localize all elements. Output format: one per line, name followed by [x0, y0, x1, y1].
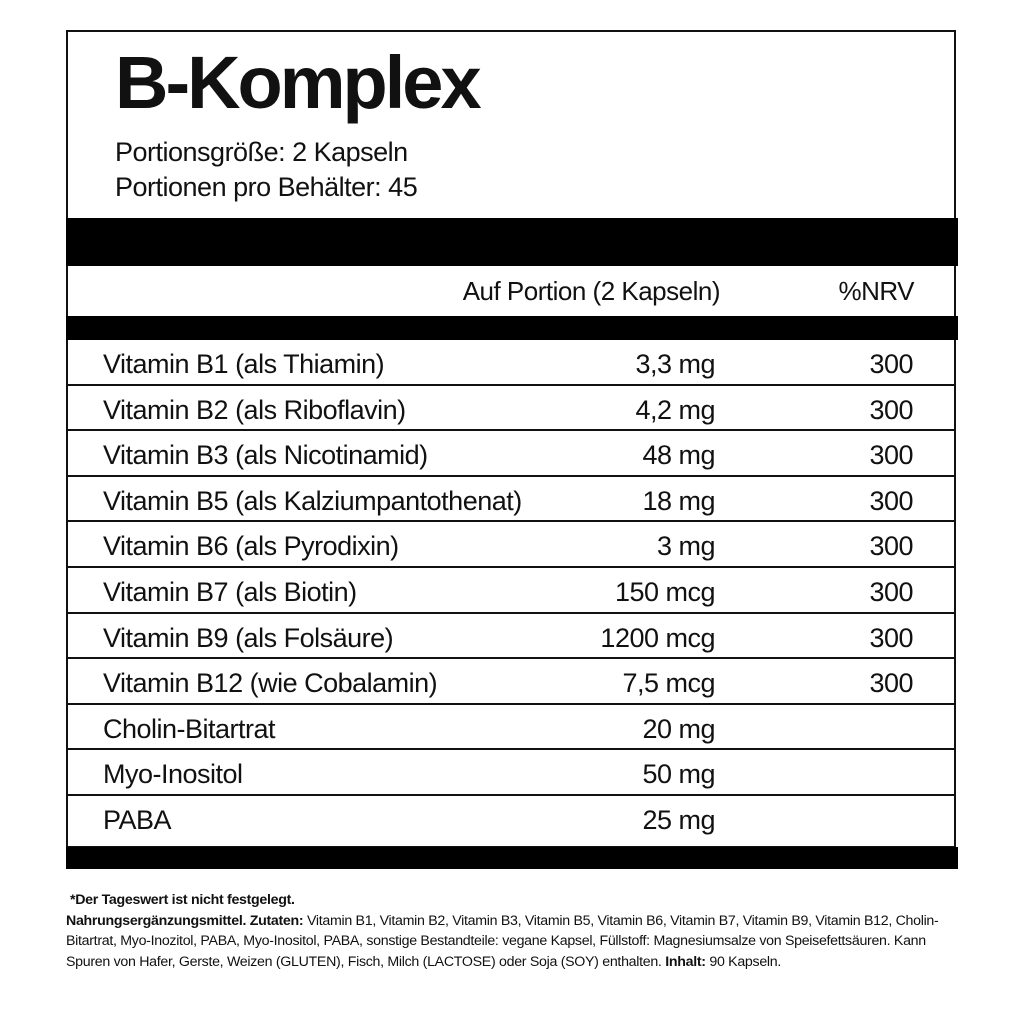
divider-bar-header [66, 316, 958, 340]
table-row [66, 386, 956, 432]
table-row [66, 796, 956, 842]
nutrient-amount: 25 mg [642, 804, 715, 835]
table-row [66, 340, 956, 386]
table-row [66, 750, 956, 796]
daily-value-note: *Der Tageswert ist nicht festgelegt. [70, 892, 295, 908]
divider-bar-bottom [66, 847, 958, 869]
serving-size: Portionsgröße: 2 Kapseln [115, 137, 408, 167]
nutrient-nrv: 300 [869, 485, 913, 516]
nutrient-name: Vitamin B12 (wie Cobalamin) [103, 668, 438, 699]
nutrient-amount: 3 mg [656, 531, 715, 562]
nutrient-amount: 20 mg [642, 713, 715, 744]
table-row [66, 568, 956, 614]
nutrient-name: Vitamin B2 (als Riboflavin) [103, 394, 406, 425]
nutrient-amount: 7,5 mcg [622, 668, 715, 699]
nutrient-nrv: 300 [869, 622, 913, 653]
ingredients-label: Nahrungsergänzungsmittel. Zutaten: [66, 912, 304, 929]
nutrient-amount: 48 mg [642, 440, 715, 471]
content-label: Inhalt: [665, 953, 706, 970]
table-row [66, 477, 956, 523]
divider-bar-top [66, 218, 958, 266]
nutrient-nrv: 300 [869, 394, 913, 425]
nutrient-amount: 4,2 mg [635, 394, 715, 425]
table-row [66, 614, 956, 660]
nutrient-name: Vitamin B9 (als Folsäure) [103, 622, 394, 653]
product-title: B-Komplex [115, 41, 479, 124]
nutrient-name: Vitamin B3 (als Nicotinamid) [103, 440, 428, 471]
column-header-nrv: %NRV [838, 276, 914, 306]
table-row [66, 431, 956, 477]
nutrient-table [66, 340, 956, 842]
table-row [66, 705, 956, 751]
nutrient-nrv: 300 [869, 440, 913, 471]
nutrient-amount: 50 mg [642, 759, 715, 790]
ingredients-text: Vitamin B1, Vitamin B2, Vitamin B3, Vitamin B5, Vitamin B6, Vitamin B7, Vitamin B9, Vitamin B12, Cholin-Bitartrat, Myo-Inozitol, PABA, Myo-Inositol, PABA, sonstige Bestandteile: vegane Kapsel, Füllstoff: Magnesiumsalze von Speisefettsäuren. Kann Spuren von Hafer, Gerste, Weizen (GLUTEN), Fisch, Milch (LACTOSE) oder Soja (SOY) enthalten. [66, 912, 939, 970]
table-row [66, 659, 956, 705]
nutrient-name: Myo-Inositol [103, 759, 243, 790]
table-row [66, 522, 956, 568]
nutrient-name: Vitamin B7 (als Biotin) [103, 576, 357, 607]
nutrient-amount: 1200 mcg [600, 622, 715, 653]
nutrient-nrv: 300 [869, 531, 913, 562]
ingredients-paragraph [66, 911, 966, 973]
nutrient-nrv: 300 [869, 576, 913, 607]
content-text: 90 Kapseln. [709, 953, 781, 970]
nutrient-name: Vitamin B5 (als Kalziumpantothenat) [103, 485, 522, 516]
nutrient-nrv: 300 [869, 349, 913, 379]
footer-text [66, 890, 966, 972]
nutrient-amount: 150 mcg [614, 576, 715, 607]
nutrient-amount: 3,3 mg [635, 349, 715, 379]
nutrient-name: Vitamin B6 (als Pyrodixin) [103, 531, 399, 562]
nutrient-nrv: 300 [869, 668, 913, 699]
nutrient-name: Vitamin B1 (als Thiamin) [103, 349, 385, 379]
servings-per-container: Portionen pro Behälter: 45 [115, 172, 418, 202]
nutrient-name: PABA [103, 804, 172, 835]
column-header-amount: Auf Portion (2 Kapseln) [462, 276, 720, 306]
nutrient-name: Cholin-Bitartrat [103, 713, 276, 744]
nutrient-amount: 18 mg [642, 485, 715, 516]
